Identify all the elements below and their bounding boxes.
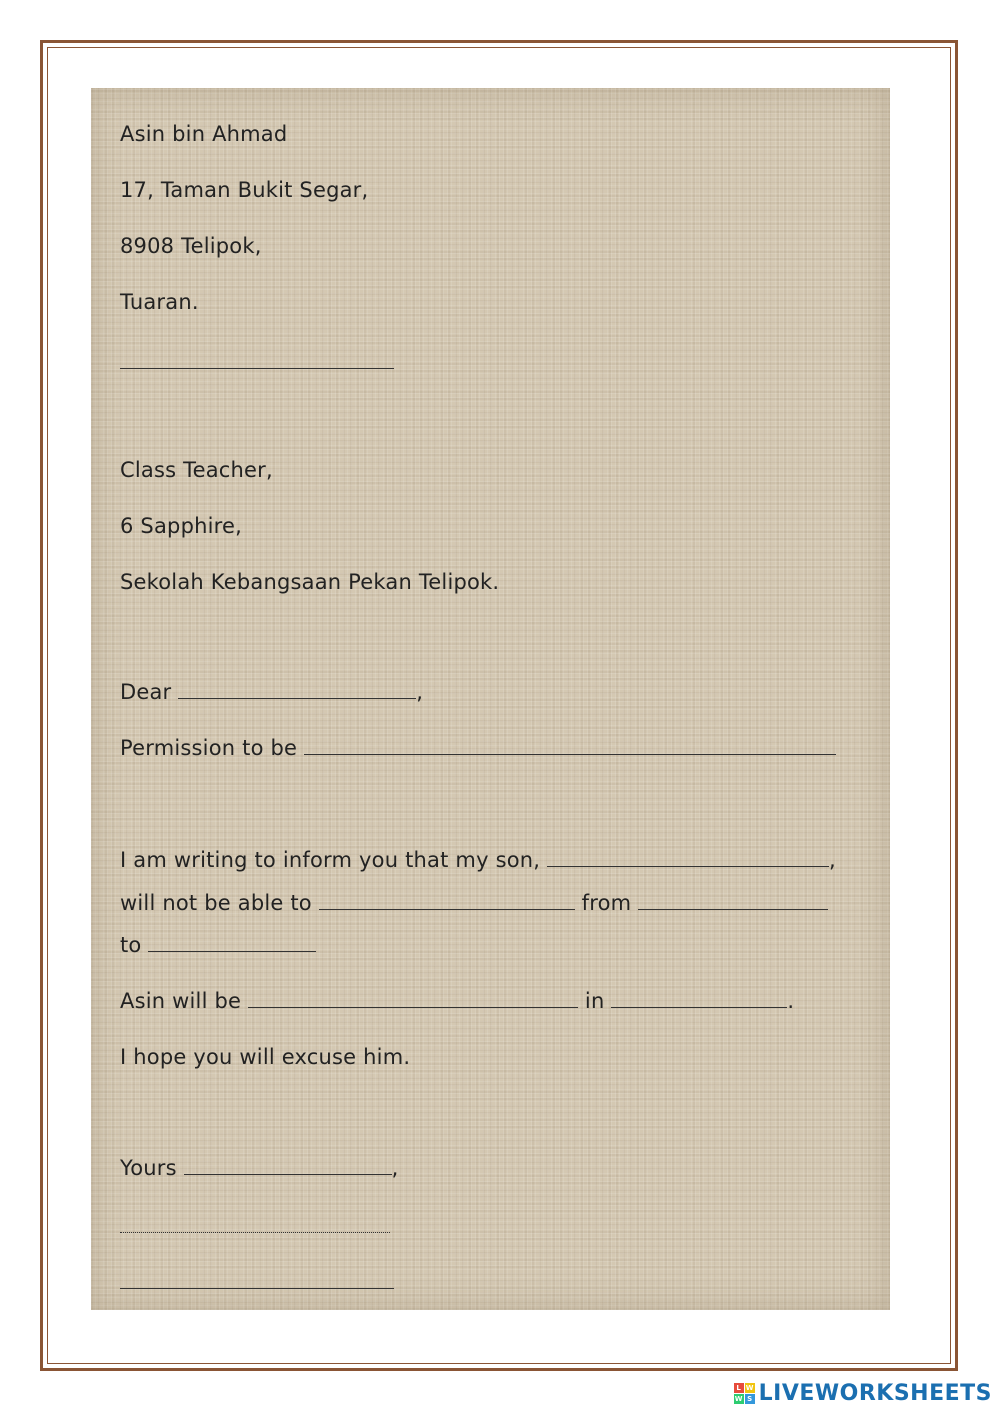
sender-address-line-2: 8908 Telipok, — [120, 234, 262, 258]
body-line-2-prefix: will not be able to — [120, 891, 312, 915]
sender-name-field[interactable] — [120, 1270, 394, 1294]
signoff-prefix: Yours — [120, 1156, 177, 1180]
closing-line: I hope you will excuse him. — [120, 1045, 411, 1069]
body-line-2-middle: from — [581, 891, 632, 915]
signoff-line — [120, 1156, 399, 1180]
sender-address-line-3: Tuaran. — [120, 290, 199, 314]
subject-prefix: Permission to be — [120, 736, 298, 760]
logo-tile: W — [734, 1394, 743, 1403]
signature-field[interactable] — [120, 1214, 390, 1238]
signoff-suffix: , — [391, 1156, 399, 1180]
logo-tile: S — [745, 1394, 755, 1404]
body-line-4 — [120, 989, 794, 1013]
sender-name: Asin bin Ahmad — [120, 122, 288, 146]
recipient-line-2: 6 Sapphire, — [120, 514, 243, 538]
body-line-1-suffix: , — [829, 848, 836, 872]
logo-tile: L — [734, 1383, 744, 1393]
signoff-field[interactable] — [184, 1170, 392, 1175]
body-line-4-suffix: . — [787, 989, 795, 1013]
body-line-1 — [120, 848, 836, 872]
recipient-line-1: Class Teacher, — [120, 458, 273, 482]
sender-address-line-1: 17, Taman Bukit Segar, — [120, 178, 369, 202]
body-line-4-prefix: Asin will be — [120, 989, 242, 1013]
reason-field[interactable] — [248, 1003, 578, 1008]
from-date-field[interactable] — [638, 905, 828, 910]
recipient-line-3: Sekolah Kebangsaan Pekan Telipok. — [120, 570, 500, 594]
salutation-line — [120, 680, 423, 704]
logo-grid-icon — [734, 1383, 755, 1404]
body-line-4-middle: in — [584, 989, 605, 1013]
logo-tile: W — [745, 1383, 754, 1392]
body-line-1-prefix: I am writing to inform you that my son, — [120, 848, 541, 872]
salutation-prefix: Dear — [120, 680, 172, 704]
body-line-2 — [120, 891, 828, 915]
brand-name: LIVEWORKSHEETS — [758, 1380, 992, 1406]
liveworksheets-logo — [734, 1378, 992, 1408]
salutation-suffix: , — [416, 680, 424, 704]
activity-field[interactable] — [319, 905, 575, 910]
location-field[interactable] — [611, 1003, 787, 1008]
son-name-field[interactable] — [547, 862, 829, 867]
date-field[interactable] — [120, 350, 394, 374]
body-line-3-prefix: to — [120, 933, 142, 957]
salutation-field[interactable] — [178, 694, 416, 699]
to-date-field[interactable] — [148, 947, 316, 952]
subject-line — [120, 736, 836, 760]
subject-field[interactable] — [304, 750, 836, 755]
body-line-3 — [120, 933, 316, 957]
